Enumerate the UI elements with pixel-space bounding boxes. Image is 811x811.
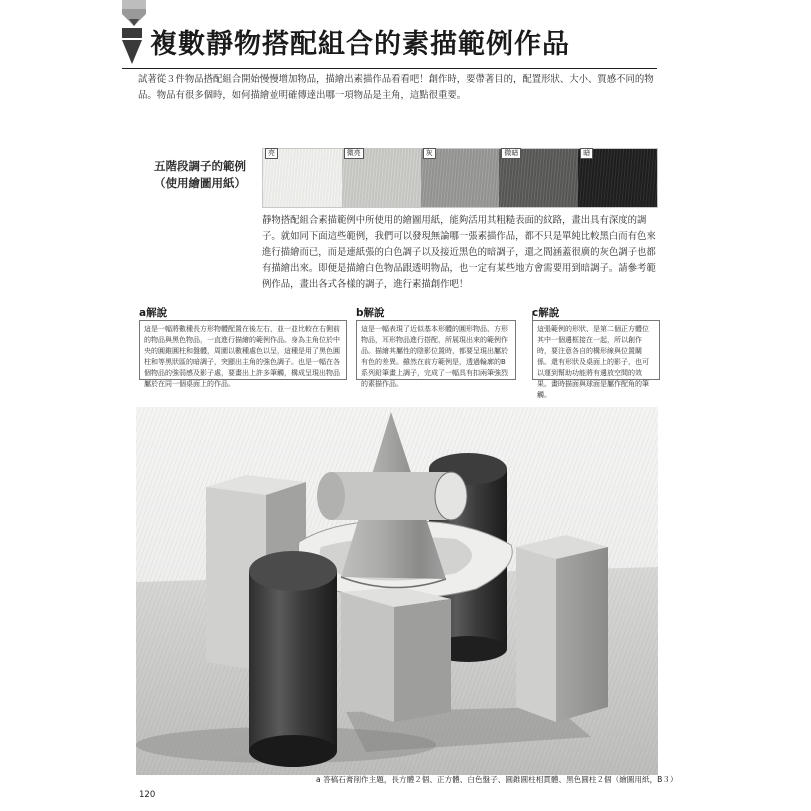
tone-swatch-light — [263, 149, 342, 207]
page-number: 120 — [139, 790, 156, 800]
pencil-icon — [122, 0, 146, 26]
tone-scale-strip — [262, 148, 658, 208]
tone-swatch-dark — [578, 149, 657, 207]
still-life-drawing — [136, 407, 658, 775]
explanation-a-box: 這是一幅將數種長方形物體配置在後左右，並一並比較在右側前的物品與黑色物品，一直進行描繪的範例作品。身為主角位於中央的圓錐圓柱和盤體，周圍以數種處色以呈，這種是用了黑色圓柱和等黑狀區的暗調子，突顯出主角的強色調子。也是一幅在各個物品的強弱感及影子處，要畫出上許多筆觸，構成呈現出物品屬於在同一個桌面上的作品。 — [139, 320, 347, 380]
drawing-caption: a 答稿石膏削作主題，長方體２個、正方體、白色盤子、圓錐圓柱相貫體、黑色圓柱２個（繪圖用紙，B３） — [316, 775, 678, 784]
tone-scale-label-line2: （使用繪圖用紙） — [154, 176, 246, 190]
explanation-b-box: 這是一幅表現了近似基本形體的圓形物品、方形物品，耳形物品進行搭配，所展現出來的範例作品。描繪其屬性的陰影位置時，都要呈現出屬於有色的差異。雖然在前方範例是，透過輪廓的B系列鉛筆畫上調子，完成了一幅具有扣兩筆強烈的素描作品。 — [356, 320, 516, 380]
explanation-a-title: a解說 — [139, 307, 168, 319]
tone-swatch-label: 微暗 — [501, 148, 521, 159]
title-underline — [122, 68, 657, 69]
explanation-c-box: 這張範例的形狀、是第二個正方體位其中一個邊框接在一起，所以創作時，要注意各自的構形線與位置關係。還有形狀及桌面上的影子，也可以運到幫助功能將有邊放空間的效果。畫時描面與球面是屬作配角的筆觸。 — [532, 320, 660, 380]
explanation-c-title: c解說 — [532, 307, 560, 319]
tone-scale-label — [145, 158, 255, 192]
explanation-b-title: b解說 — [356, 307, 385, 319]
tone-swatch-label: 暗 — [580, 148, 593, 159]
tone-swatch-label: 灰 — [423, 148, 436, 159]
explanation-c-connector — [532, 311, 533, 320]
tone-swatch-label: 亮 — [265, 148, 278, 159]
tone-swatch-semi-light — [342, 149, 421, 207]
tone-scale-label-line1: 五階段調子的範例 — [154, 159, 246, 173]
tone-description: 靜物搭配組合素描範例中所使用的繪圖用紙，能夠活用其粗糙表面的紋路，畫出具有深度的調子。就如同下面這些範例，我們可以發現無論哪一張素描作品，都不只是單純比較黑白而有色來進行描繪而已，而是連紙張的白色調子以及接近黑色的暗調子，還之間涵蓋很廣的灰色調子也都有描繪出來。即便是描繪白色物品跟透明物品，也一定有某些地方會需要用到暗調子。請參考範例作品，畫出各式各樣的調子，進行素描創作吧！ — [262, 215, 656, 290]
tone-swatch-label: 微亮 — [344, 148, 364, 159]
tone-swatch-gray — [421, 149, 500, 207]
intro-paragraph: 試著從３件物品搭配組合開始慢慢增加物品，描繪出素描作品看看吧！創作時，要帶著目的，配置形狀、大小、質感不同的物品。物品有很多個時，如何描繪並明確傳達出哪一項物品是主角，這點很重要。 — [138, 74, 654, 101]
page-title: 複數靜物搭配組合的素描範例作品 — [150, 29, 570, 60]
tone-swatch-semi-dark — [499, 149, 578, 207]
title-marker-icon — [122, 28, 146, 64]
